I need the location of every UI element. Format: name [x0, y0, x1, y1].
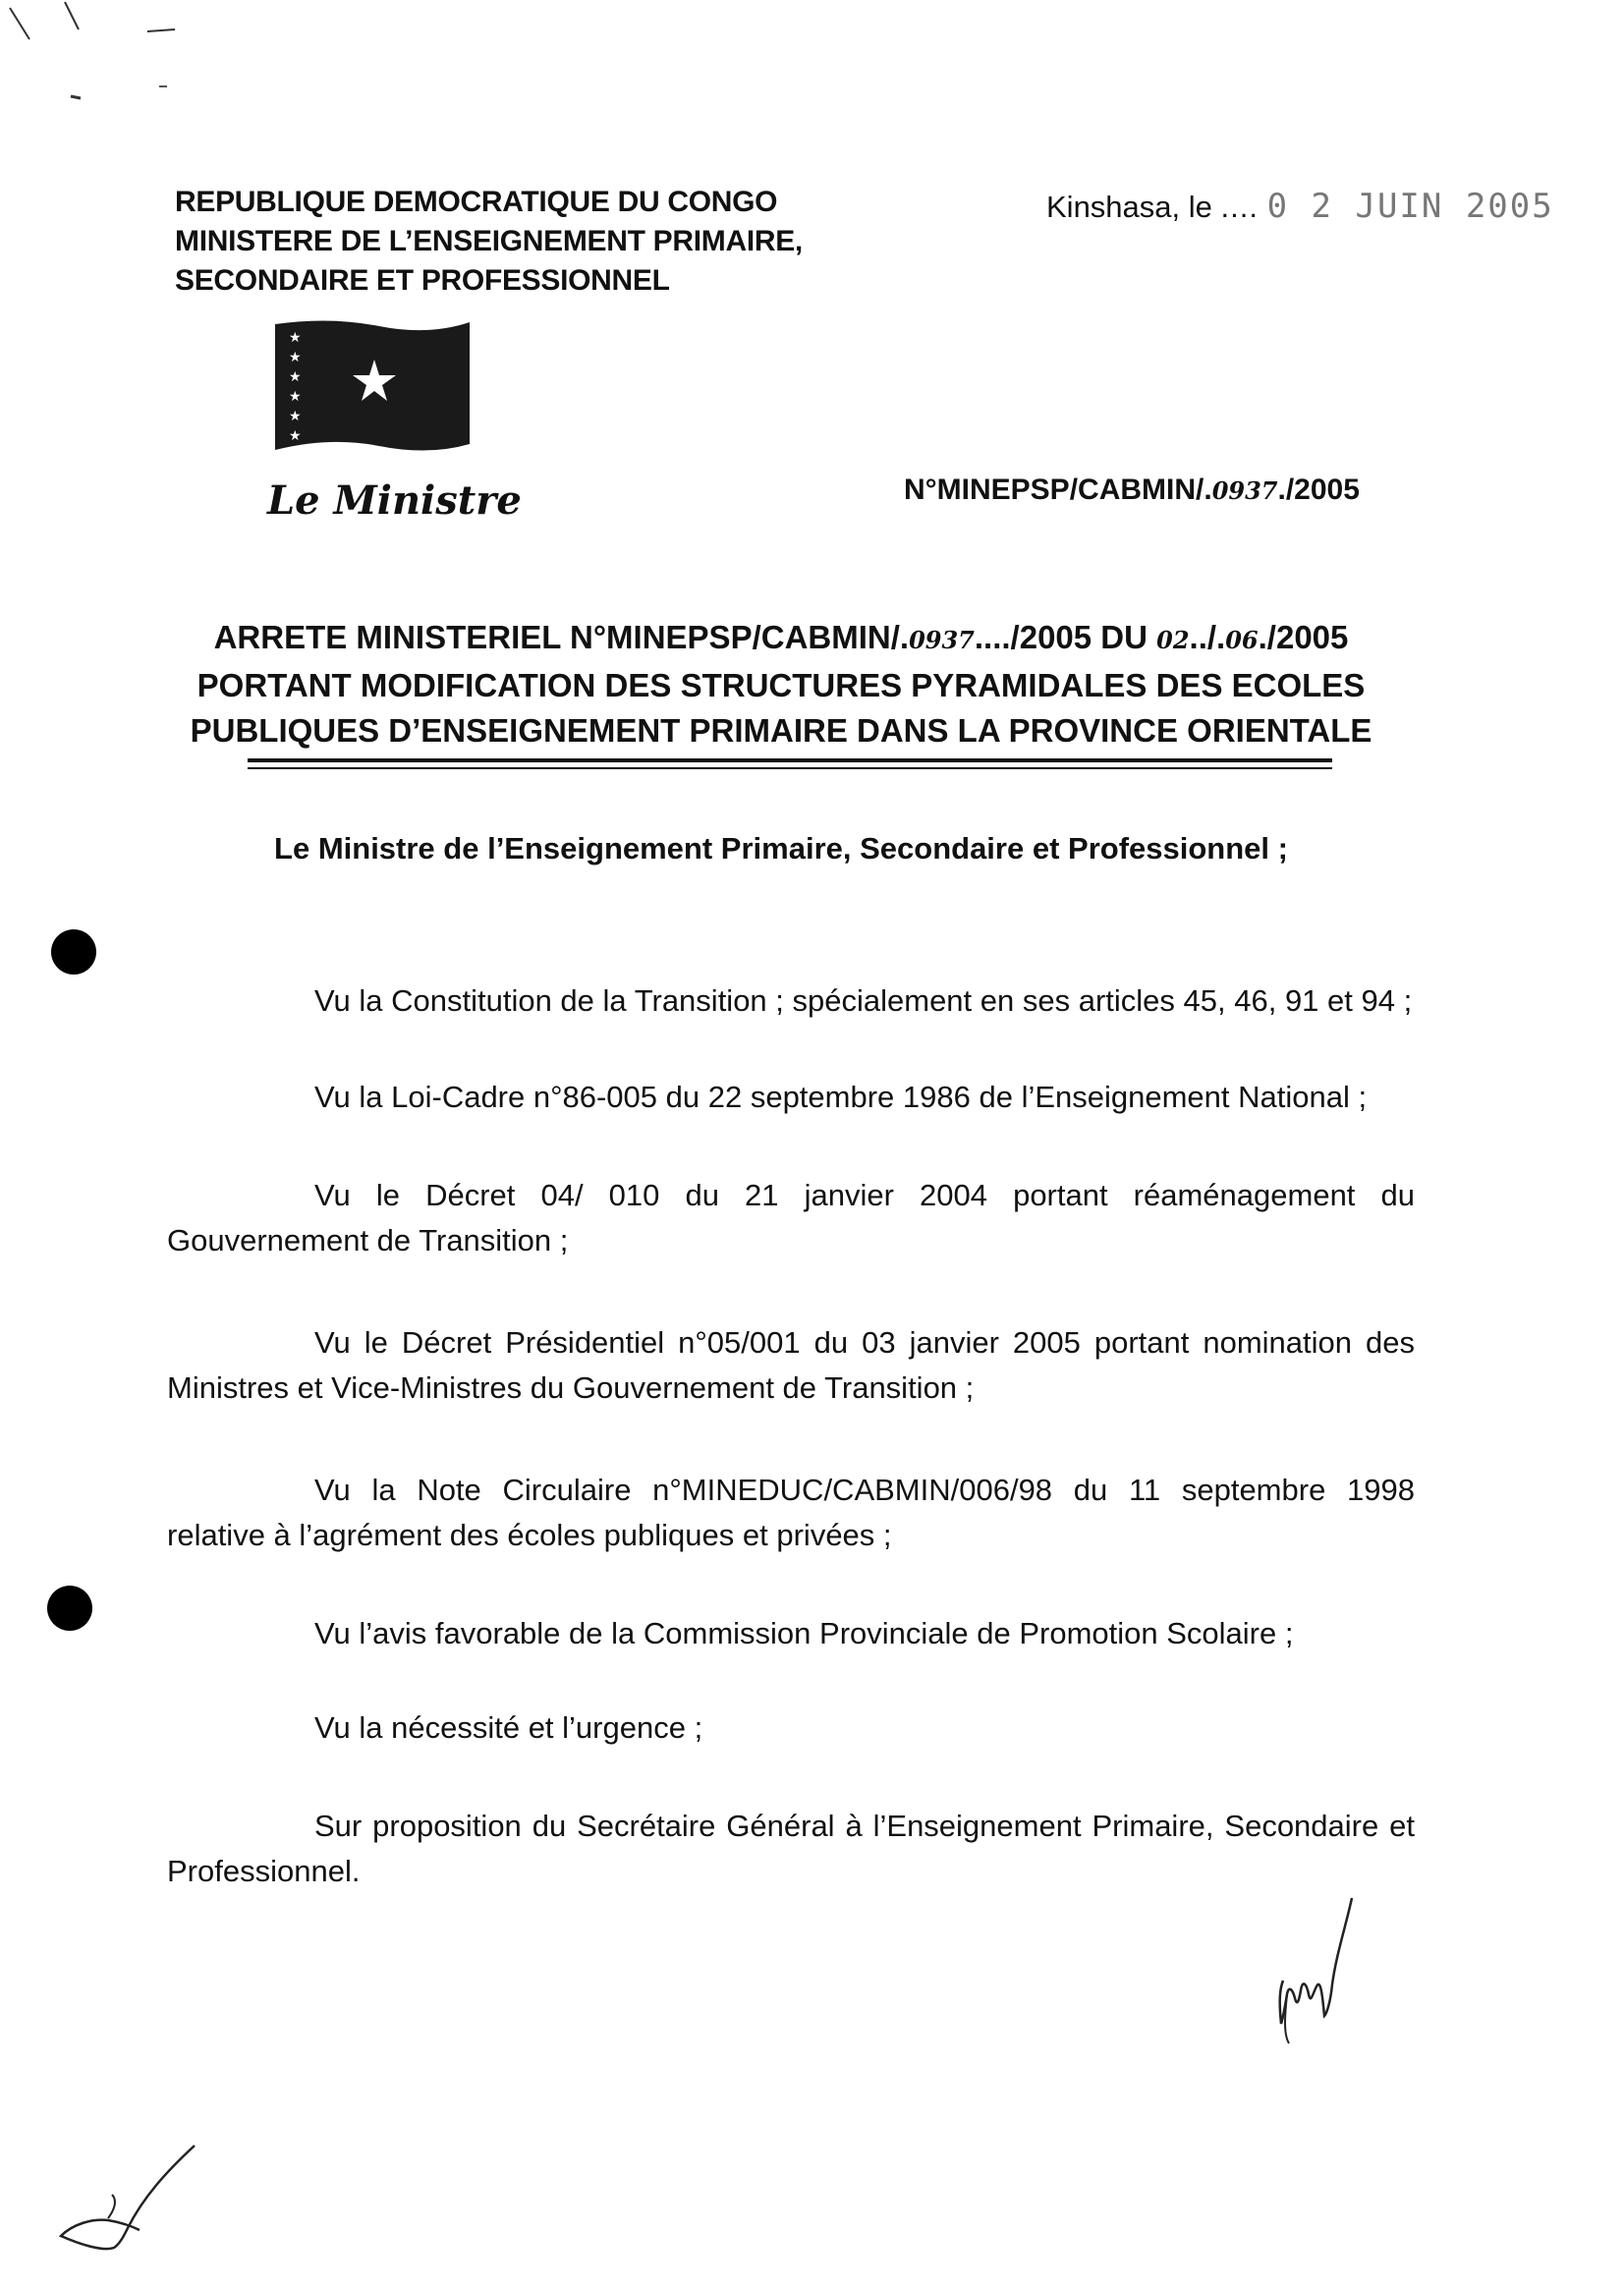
- scan-marks: [0, 0, 196, 108]
- paragraph-text: Vu la Loi-Cadre n°86-005 du 22 septembre 1986 de l’Enseignement National ;: [314, 1080, 1368, 1114]
- punch-hole-mark: [51, 929, 96, 975]
- date-line: [1046, 187, 1554, 226]
- paragraph-note-circulaire: [167, 1468, 1415, 1558]
- minister-label: Le Ministre: [267, 477, 522, 524]
- date-prefix: Kinshasa, le: [1046, 190, 1212, 224]
- title-month: 06: [1225, 626, 1259, 654]
- title-date-sep: ../.: [1189, 619, 1226, 655]
- paragraph-proposition: [167, 1804, 1415, 1894]
- org-line-country: REPUBLIQUE DEMOCRATIQUE DU CONGO: [175, 186, 778, 218]
- letterhead: [175, 183, 803, 301]
- paragraph-text: Vu l’avis favorable de la Commission Provinciale de Promotion Scolaire ;: [314, 1616, 1294, 1650]
- ref-suffix: ./2005: [1277, 474, 1360, 506]
- ref-prefix: N°MINEPSP/CABMIN/.: [904, 474, 1212, 506]
- svg-text:★: ★: [289, 369, 302, 385]
- title-ref-prefix: ARRETE MINISTERIEL N°MINEPSP/CABMIN/.: [213, 619, 910, 655]
- date-dots: ....: [1220, 190, 1259, 224]
- paragraph-text: Vu le Décret 04/ 010 du 21 janvier 2004 portant réaménagement du Gouvernement de Transition ;: [167, 1178, 1415, 1257]
- svg-text:★: ★: [289, 350, 302, 365]
- paragraph-avis: [167, 1611, 1415, 1656]
- punch-hole-mark: [47, 1586, 92, 1631]
- svg-text:★: ★: [289, 428, 302, 444]
- org-line-ministry-cont: SECONDAIRE ET PROFESSIONNEL: [175, 264, 670, 297]
- paragraph-decret-2005: [167, 1320, 1415, 1411]
- svg-text:★: ★: [289, 330, 302, 346]
- paragraph-constitution: [167, 978, 1415, 1024]
- org-line-ministry: MINISTERE DE L’ENSEIGNEMENT PRIMAIRE,: [175, 225, 803, 257]
- reference-number: [904, 474, 1360, 507]
- paragraph-text: Vu la nécessité et l’urgence ;: [314, 1710, 703, 1745]
- intro-line: Le Ministre de l’Enseignement Primaire, Secondaire et Professionnel ;: [274, 831, 1288, 865]
- paragraph-text: Vu la Note Circulaire n°MINEDUC/CABMIN/006/98 du 11 septembre 1998 relative à l’agrément des écoles publiques et privées ;: [167, 1473, 1415, 1552]
- title-day: 02: [1156, 626, 1190, 654]
- flag-emblem: [271, 316, 474, 458]
- title-ref-number: 0937: [909, 626, 975, 654]
- handwritten-signature: [1267, 1896, 1375, 2053]
- handwritten-initials: [49, 2142, 206, 2260]
- paragraph-necessite: [167, 1705, 1415, 1751]
- paragraph-text: Vu la Constitution de la Transition ; spécialement en ses articles 45, 46, 91 et 94 ;: [314, 983, 1413, 1018]
- title-line-3: PUBLIQUES D’ENSEIGNEMENT PRIMAIRE DANS LA PROVINCE ORIENTALE: [190, 712, 1372, 749]
- title-year: ./2005: [1258, 619, 1349, 655]
- title-underline-thin: [248, 767, 1332, 769]
- title-underline-thick: [248, 758, 1332, 762]
- svg-text:★: ★: [289, 409, 302, 424]
- title-ref-mid: ..../2005 DU: [974, 619, 1157, 655]
- svg-text:★: ★: [289, 389, 302, 405]
- paragraph-text: Vu le Décret Présidentiel n°05/001 du 03 janvier 2005 portant nomination des Ministres et Vice-Ministres du Gouvernement de Transition ;: [167, 1325, 1415, 1405]
- paragraph-loi-cadre: [167, 1075, 1415, 1120]
- paragraph-decret-2004: [167, 1173, 1415, 1263]
- title-line-1: [147, 615, 1415, 663]
- ref-number-handwritten: 0937: [1211, 476, 1278, 505]
- paragraph-text: Sur proposition du Secrétaire Général à l’Enseignement Primaire, Secondaire et Professionnel.: [167, 1809, 1415, 1888]
- document-title: [147, 615, 1415, 754]
- title-line-2: PORTANT MODIFICATION DES STRUCTURES PYRAMIDALES DES ECOLES: [196, 667, 1366, 703]
- date-stamp: 0 2 JUIN 2005: [1266, 187, 1554, 226]
